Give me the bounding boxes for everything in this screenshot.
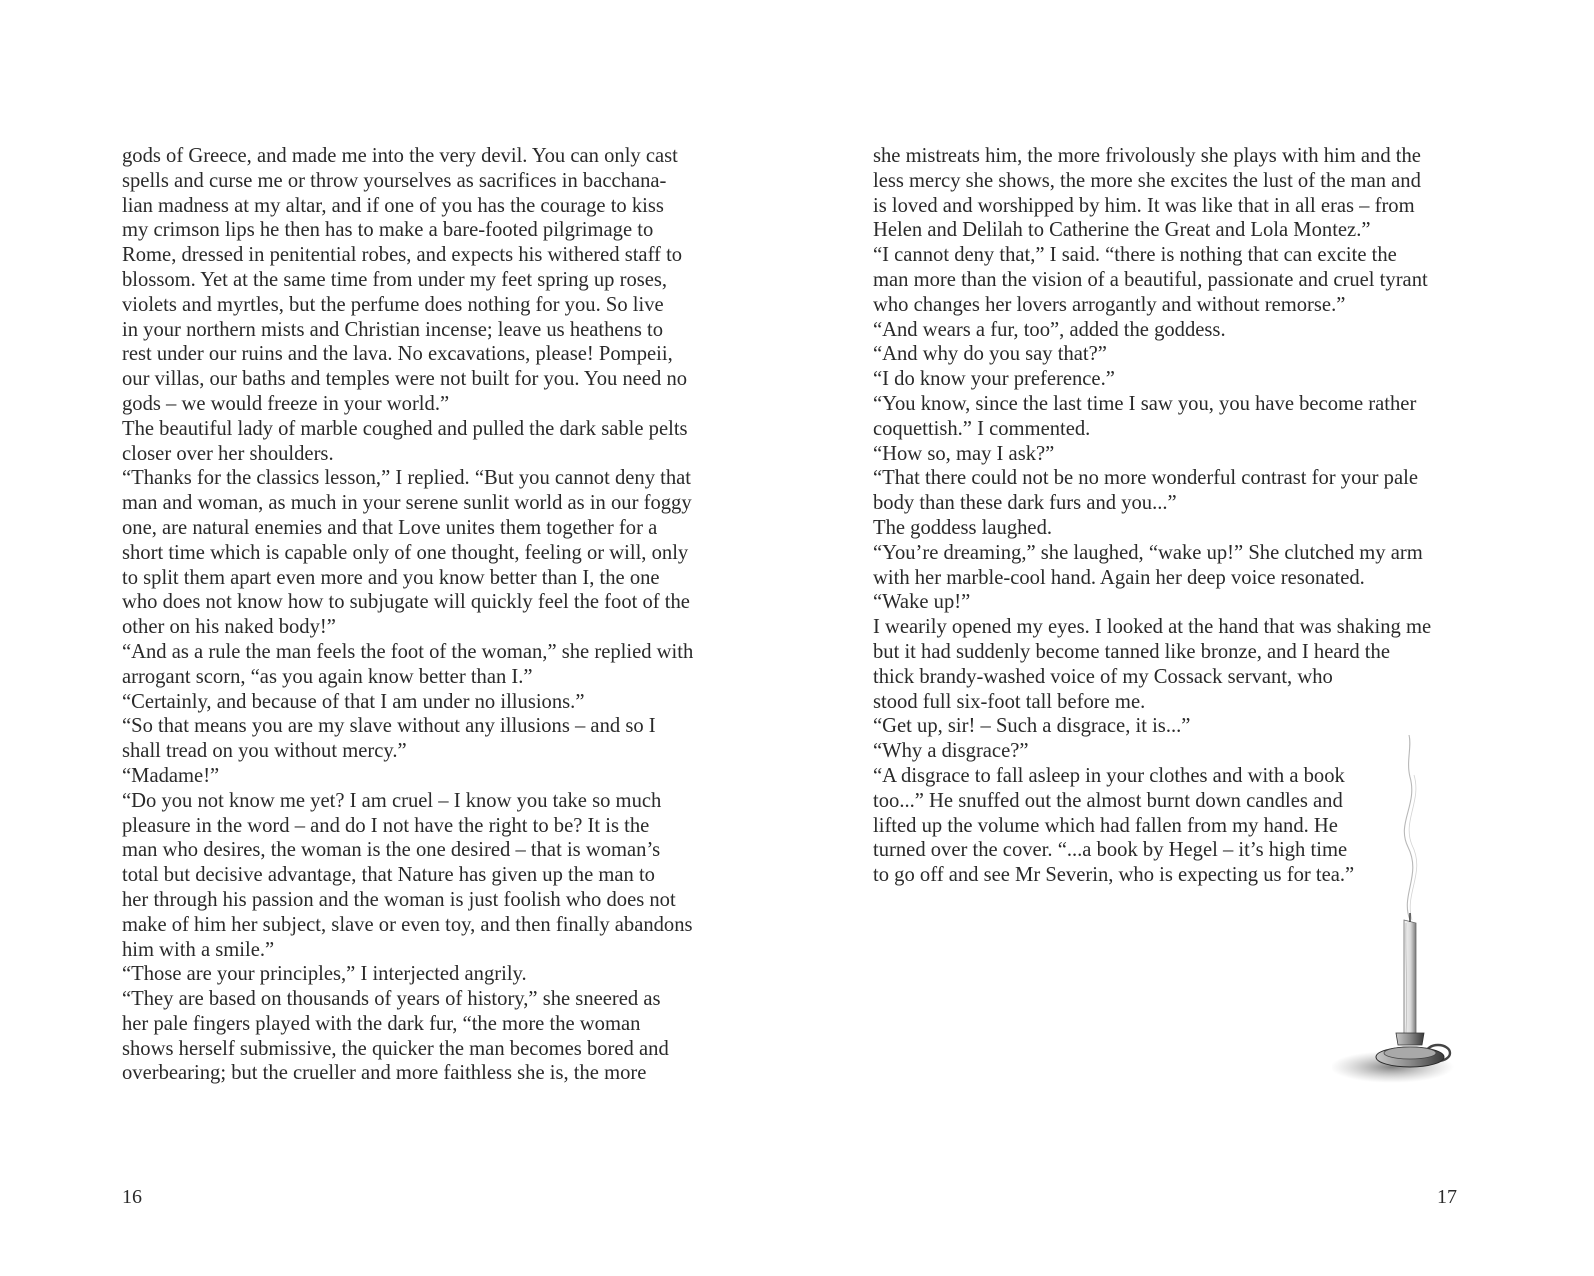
right-page-text-line: stood full six-foot tall before me. xyxy=(873,690,1146,713)
left-page-text-line: “They are based on thousands of years of history,” she sneered as xyxy=(122,988,661,1011)
right-page-text-line: but it had suddenly become tanned like bronze, and I heard the xyxy=(873,640,1390,663)
left-page-text-line: make of him her subject, slave or even toy, and then finally abandons xyxy=(122,913,693,936)
left-page-text-line: lian madness at my altar, and if one of you has the courage to kiss xyxy=(122,194,664,217)
right-page-text-line: “And wears a fur, too”, added the goddess. xyxy=(873,318,1226,341)
left-page-text-line: her through his passion and the woman is just foolish who does not xyxy=(122,888,676,911)
left-page-text-line: man and woman, as much in your serene sunlit world as in our foggy xyxy=(122,492,692,515)
right-page-text-line: to go off and see Mr Severin, who is expecting us for tea.” xyxy=(873,864,1355,887)
right-page-text-line: who changes her lovers arrogantly and without remorse.” xyxy=(873,293,1346,316)
right-page-text-line: she mistreats him, the more frivolously she plays with him and the xyxy=(873,145,1421,167)
right-page-text-line: “That there could not be no more wonderful contrast for your pale xyxy=(873,467,1418,490)
right-page-text-line: thick brandy-washed voice of my Cossack servant, who xyxy=(873,665,1333,688)
left-page-text-line: who does not know how to subjugate will quickly feel the foot of the xyxy=(122,591,690,614)
left-page-text-line: blossom. Yet at the same time from under my feet spring up roses, xyxy=(122,268,668,291)
left-page-text-line: shall tread on you without mercy.” xyxy=(122,740,407,763)
left-page-text-line: “Do you not know me yet? I am cruel – I know you take so much xyxy=(122,789,662,812)
candle-icon xyxy=(1332,735,1462,1090)
right-page-text-line: “You know, since the last time I saw you, you have become rather xyxy=(873,392,1417,415)
left-page-text-line: closer over her shoulders. xyxy=(122,442,334,465)
right-page-text-line: “Why a disgrace?” xyxy=(873,740,1029,763)
right-page-text-line: The goddess laughed. xyxy=(873,516,1053,539)
right-page xyxy=(797,0,1594,1276)
right-page-text-line: “Wake up!” xyxy=(873,591,971,614)
right-page-text-line: “And why do you say that?” xyxy=(873,343,1107,366)
left-page-text-line: “Certainly, and because of that I am under no illusions.” xyxy=(122,690,585,713)
left-page-text-line: our villas, our baths and temples were not built for you. You need no xyxy=(122,368,688,391)
left-page-text-line: Rome, dressed in penitential robes, and expects his withered staff to xyxy=(122,244,683,267)
right-page-text-line: turned over the cover. “...a book by Hegel – it’s high time xyxy=(873,839,1348,862)
right-page-text-line: “How so, may I ask?” xyxy=(873,442,1055,465)
right-page-text-line: “Get up, sir! – Such a disgrace, it is...” xyxy=(873,715,1191,738)
left-page-text-line: gods of Greece, and made me into the very devil. You can only cast xyxy=(122,145,678,167)
left-page-text-line: “Those are your principles,” I interjected angrily. xyxy=(122,963,527,986)
left-page-text-line: overbearing; but the crueller and more faithless she is, the more xyxy=(122,1062,647,1085)
left-page-text-line: rest under our ruins and the lava. No excavations, please! Pompeii, xyxy=(122,343,673,366)
left-page-text-line: “Thanks for the classics lesson,” I replied. “But you cannot deny that xyxy=(122,467,692,490)
right-page-text-line: man more than the vision of a beautiful, passionate and cruel tyrant xyxy=(873,268,1428,291)
left-page-text-line: The beautiful lady of marble coughed and pulled the dark sable pelts xyxy=(122,417,688,440)
left-page-text-line: her pale fingers played with the dark fur, “the more the woman xyxy=(122,1012,641,1035)
right-page-text-line: “You’re dreaming,” she laughed, “wake up!” She clutched my arm xyxy=(873,541,1423,564)
left-page-text xyxy=(122,144,693,1086)
left-page-text-line: my crimson lips he then has to make a bare-footed pilgrimage to xyxy=(122,219,654,242)
left-page-text-line: one, are natural enemies and that Love unites them together for a xyxy=(122,516,658,539)
right-page-text-line: with her marble-cool hand. Again her deep voice resonated. xyxy=(873,566,1365,589)
left-page-text-line: “So that means you are my slave without any illusions – and so I xyxy=(122,715,656,738)
right-page-text-line: “I cannot deny that,” I said. “there is nothing that can excite the xyxy=(873,244,1397,267)
left-page-text-line: shows herself submissive, the quicker the man becomes bored and xyxy=(122,1037,669,1060)
left-page-text-line: him with a smile.” xyxy=(122,938,275,961)
left-page-text-line: spells and curse me or throw yourselves as sacrifices in bacchana- xyxy=(122,169,667,192)
right-page-text-line: less mercy she shows, the more she excites the lust of the man and xyxy=(873,169,1421,192)
left-page-text-line: to split them apart even more and you know better than I, the one xyxy=(122,566,660,589)
right-page-text-line: lifted up the volume which had fallen from my hand. He xyxy=(873,814,1338,837)
page-number-right: 17 xyxy=(1437,1186,1457,1208)
left-page-text-line: short time which is capable only of one thought, feeling or will, only xyxy=(122,541,689,564)
right-page-text-line: Helen and Delilah to Catherine the Great and Lola Montez.” xyxy=(873,219,1371,242)
left-page-text-line: other on his naked body!” xyxy=(122,616,336,639)
left-page-text-line: arrogant scorn, “as you again know better than I.” xyxy=(122,665,533,688)
right-page-text-line: body than these dark furs and you...” xyxy=(873,492,1177,515)
left-page-text-line: “Madame!” xyxy=(122,764,220,787)
left-page-text-line: in your northern mists and Christian incense; leave us heathens to xyxy=(122,318,664,341)
left-page-text-line: violets and myrtles, but the perfume does nothing for you. So live xyxy=(122,293,664,316)
page-number-left: 16 xyxy=(122,1186,142,1208)
left-page-text-line: total but decisive advantage, that Nature has given up the man to xyxy=(122,864,655,887)
right-page-text-line: coquettish.” I commented. xyxy=(873,417,1091,440)
right-page-text-line: “A disgrace to fall asleep in your clothes and with a book xyxy=(873,764,1345,787)
left-page-text-line: gods – we would freeze in your world.” xyxy=(122,392,450,415)
left-page-text-line: man who desires, the woman is the one desired – that is woman’s xyxy=(122,839,661,862)
right-page-text-line: too...” He snuffed out the almost burnt down candles and xyxy=(873,789,1343,812)
right-page-text-line: is loved and worshipped by him. It was like that in all eras – from xyxy=(873,194,1415,217)
left-page-text-line: “And as a rule the man feels the foot of the woman,” she replied with xyxy=(122,640,694,663)
left-page-text-line: pleasure in the word – and do I not have the right to be? It is the xyxy=(122,814,650,837)
right-page-text-line: I wearily opened my eyes. I looked at the hand that was shaking me xyxy=(873,616,1432,639)
right-page-text-line: “I do know your preference.” xyxy=(873,368,1115,391)
